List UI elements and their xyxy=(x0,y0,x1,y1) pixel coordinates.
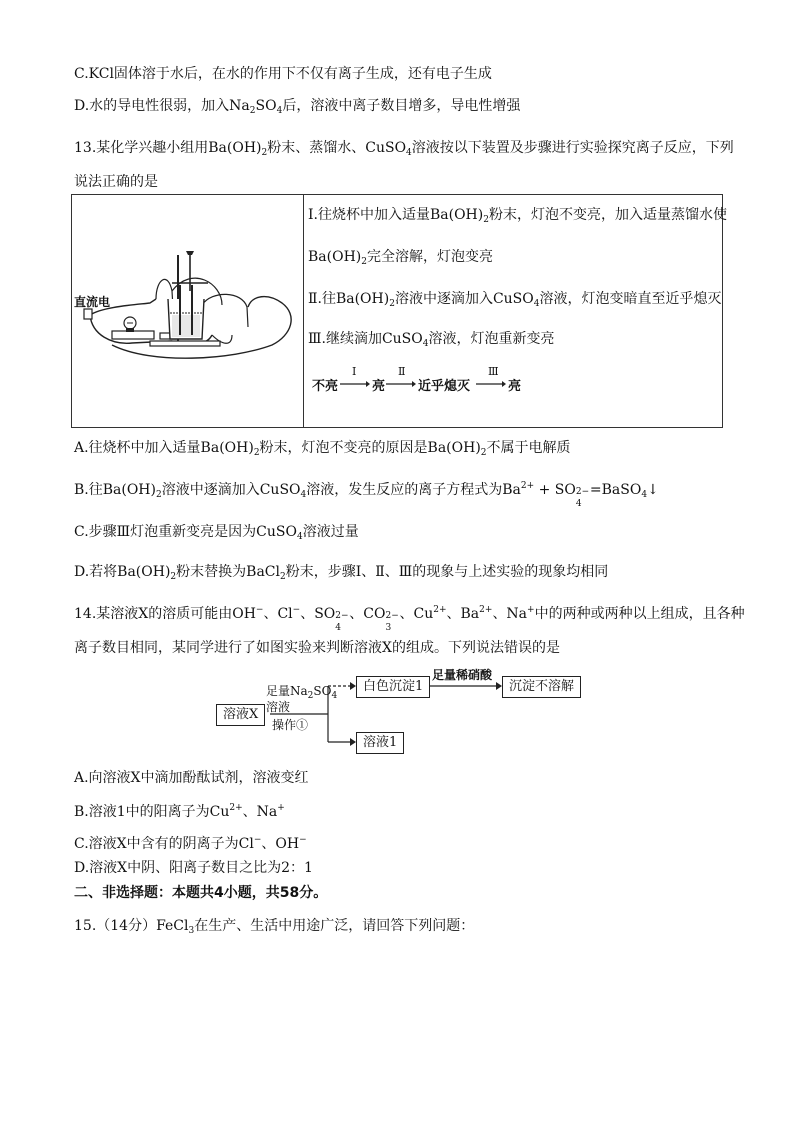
q13-option-b: B.往$Ba(OH)_2$溶液中逐滴加入CuSO$_4$溶液，发生反应的离子方程式为$Ba^{2+}$ + SO 2− 4 =BaSO$_4$↓ xyxy=(74,481,659,509)
apparatus-figure-cell xyxy=(72,195,304,428)
q14-option-b: B.溶液1中的阳离子为$Cu^{2+}$、Na+ xyxy=(74,803,285,820)
q14-option-d: D.溶液X中阴、阳离子数目之比为2：1 xyxy=(74,860,313,876)
step-2: Ⅱ.往$Ba(OH)_2$溶液中逐滴加入CuSO$_4$溶液，灯泡变暗直至近乎熄灭 xyxy=(308,291,722,309)
q13-experiment-table xyxy=(71,194,727,428)
flow-start-box: 溶液X xyxy=(216,704,265,726)
q15-stem: 15.（14分）FeCl$_3$在生产、生活中用途广泛，请回答下列问题： xyxy=(74,918,475,936)
q14-stem-line1: 14.某溶液X的溶质可能由OH−、Cl−、SO 2− 4 、CO 2− 3 、$Cu^{2+}$、$Ba^{2+}$、Na+中的两种或两种以上组成，且各种 xyxy=(74,605,745,633)
chain-arrow-3 xyxy=(476,379,506,389)
q12-option-c: C.KCl固体溶于水后，在水的作用下不仅有离子生成，还有电子生成 xyxy=(74,66,492,82)
q14-option-c: C.溶液X中含有的阴离子为Cl−、OH− xyxy=(74,835,307,852)
section-2-heading: 二、非选择题：本题共4小题，共58分。 xyxy=(74,885,328,901)
step-1: Ⅰ.往烧杯中加入适量$Ba(OH)_2$粉末，灯泡不变亮，加入适量蒸馏水使 xyxy=(308,207,727,225)
flow-reagent-2: 足量稀硝酸 xyxy=(432,668,493,682)
q13-stem-line1: 13.某化学兴趣小组用$Ba(OH)_2$粉末、蒸馏水、CuSO$_4$溶液按以下装置及步骤进行实验探究离子反应，下列 xyxy=(74,140,734,158)
chain-arrow-label-1: Ⅰ xyxy=(352,365,357,378)
chain-arrow-label-3: Ⅲ xyxy=(488,365,499,378)
flow-solution1-box: 溶液1 xyxy=(356,732,404,754)
chain-arrow-label-2: Ⅱ xyxy=(398,365,406,378)
q13-option-c: C.步骤Ⅲ灯泡重新变亮是因为CuSO$_4$溶液过量 xyxy=(74,524,359,542)
chain-arrow-1 xyxy=(340,379,370,389)
q13-option-d: D.若将$Ba(OH)_2$粉末替换为BaCl$_2$粉末，步骤Ⅰ、Ⅱ、Ⅲ的现象与上述实验的现象均相同 xyxy=(74,564,609,582)
q14-option-a: A.向溶液X中滴加酚酞试剂，溶液变红 xyxy=(74,770,309,786)
flow-reagent-1: 足量$Na_2SO_4$ xyxy=(266,684,338,701)
q13-option-a: A.往烧杯中加入适量$Ba(OH)_2$粉末，灯泡不变亮的原因是$Ba(OH)_2$不属于电解质 xyxy=(74,440,571,458)
chain-state-1: 不亮 xyxy=(312,379,339,394)
step-3: Ⅲ.继续滴加CuSO$_4$溶液，灯泡重新变亮 xyxy=(308,331,555,349)
q14-flow-diagram xyxy=(210,664,590,756)
step-1-continued: $Ba(OH)_2$完全溶解，灯泡变亮 xyxy=(308,249,493,267)
chain-state-4: 亮 xyxy=(508,379,522,394)
chain-state-2: 亮 xyxy=(372,379,386,394)
steps-cell xyxy=(304,195,727,428)
q12-option-d: D.水的导电性很弱，加入$Na_2SO_4$后，溶液中离子数目增多，导电性增强 xyxy=(74,98,521,116)
chain-arrow-2 xyxy=(386,379,416,389)
q14-stem-line2: 离子数目相同，某同学进行了如图实验来判断溶液X的组成。下列说法错误的是 xyxy=(74,640,560,656)
flow-precipitate-box: 白色沉淀1 xyxy=(356,676,430,698)
flow-reagent-1-solution: 溶液 xyxy=(266,700,291,714)
q13-stem-line2: 说法正确的是 xyxy=(74,174,158,190)
conductivity-apparatus-diagram xyxy=(72,195,303,427)
flow-result-box: 沉淀不溶解 xyxy=(502,676,581,698)
chain-state-3: 近乎熄灭 xyxy=(418,379,471,394)
flow-operation-label: 操作① xyxy=(272,718,309,732)
phenomenon-chain xyxy=(312,367,552,397)
dc-power-label: 直流电 xyxy=(74,295,111,309)
